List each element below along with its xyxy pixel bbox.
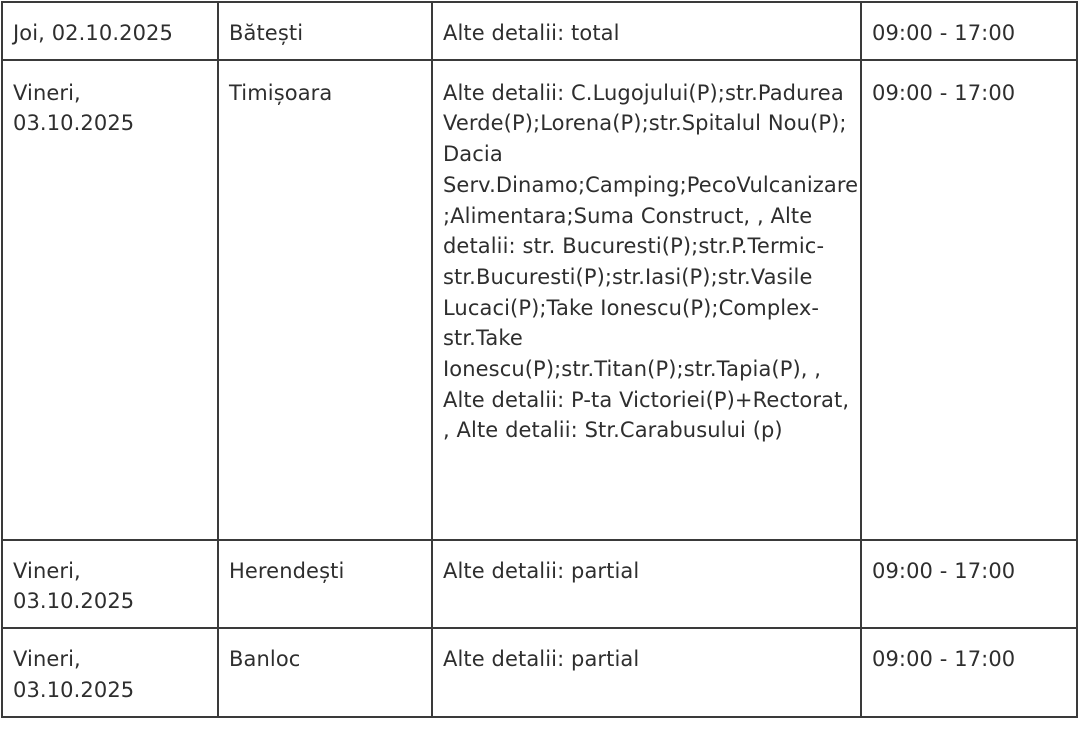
date-cell [2,60,218,540]
table-row [2,2,1077,60]
details-text: Alte detalii: C.Lugojului(P);str.Padurea Verde(P);Lorena(P);str.Spitalul Nou(P); Dacia Serv.Dinamo;Camping;PecoVulcanizare;Alimentara;Suma Construct, , Alte detalii: str. Bucuresti(P);str.P.Termic-str.Bucuresti(P);str.Iasi(P);str.Vasile Lucaci(P);Take Ionescu(P);Complex-str.Take Ionescu(P);str.Titan(P);str.Tapia(P), , Alte detalii: P-ta Victoriei(P)+Rectorat, , Alte detalii: Str.Carabusului (p) [443,80,859,443]
date-cell: Joi, 02.10.2025 [2,2,218,60]
location-cell: Herendești [218,540,432,628]
outage-schedule-table [1,1,1078,718]
details-cell: Alte detalii: partial [432,540,861,628]
details-cell: Alte detalii: partial [432,628,861,716]
location-cell: Timișoara [218,60,432,540]
date-text: Vineri, 03.10.2025 [13,80,135,136]
location-cell: Bătești [218,2,432,60]
date-cell [2,540,218,628]
details-cell [432,60,861,540]
hours-cell: 09:00 - 17:00 [861,628,1077,716]
location-cell: Banloc [218,628,432,716]
hours-cell: 09:00 - 17:00 [861,2,1077,60]
table-row [2,540,1077,628]
hours-cell: 09:00 - 17:00 [861,540,1077,628]
date-text: Vineri, 03.10.2025 [13,558,135,614]
hours-cell: 09:00 - 17:00 [861,60,1077,540]
table-row [2,60,1077,540]
date-text: Vineri, 03.10.2025 [13,647,135,702]
details-cell: Alte detalii: total [432,2,861,60]
date-cell [2,628,218,716]
table-row [2,628,1077,716]
